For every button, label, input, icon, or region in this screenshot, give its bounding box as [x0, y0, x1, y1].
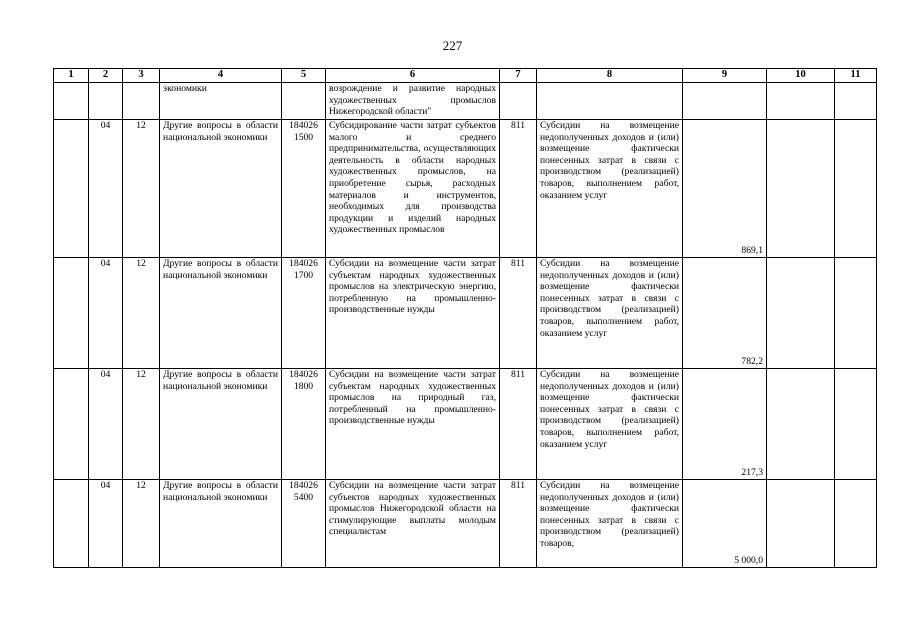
cell-section: [89, 83, 123, 120]
cell: [767, 480, 835, 568]
cell-expense-name: Субсидии на возмещение недополученных доходов и (или) возмещение фактически понесенных затрат в связи с производством (реализацией) товаров, выполнением работ, оказанием услуг: [537, 120, 683, 258]
cell-subsection-name: Другие вопросы в области национальной экономики: [160, 369, 282, 480]
cell-expense-code: 811: [500, 369, 537, 480]
cell-expense-code: 811: [500, 258, 537, 369]
cell-expense-name: Субсидии на возмещение недополученных доходов и (или) возмещение фактически понесенных затрат в связи с производством (реализацией) товаров, выполнением работ, оказанием услуг: [537, 258, 683, 369]
cell-target-name: Субсидии на возмещение части затрат субъектов народных художественных промыслов Нижегородской области на стимулирующие выплаты молодым специалистам: [326, 480, 500, 568]
cell-subsection-name: Другие вопросы в области национальной экономики: [160, 258, 282, 369]
cell-expense-code: [500, 83, 537, 120]
cell-expense-code: 811: [500, 480, 537, 568]
cell-amount: [683, 83, 767, 120]
table-row: [54, 83, 877, 120]
cell-section: 04: [89, 369, 123, 480]
cell: [835, 120, 877, 258]
cell-amount: 782,2: [683, 258, 767, 369]
cell-target-name: Субсидии на возмещение части затрат субъектам народных художественных промыслов на электрическую энергию, потребленную на промышленно-производственные нужды: [326, 258, 500, 369]
column-header: 5: [282, 69, 326, 83]
cell-target-name: Субсидирование части затрат субъектов малого и среднего предпринимательства, осуществляющих деятельность в области народных художественных промыслов, на приобретение сырья, расходных материалов и инструментов, необходимых для производства продукции и изделий народных художественных промыслов: [326, 120, 500, 258]
cell-target-code: 184026 5400: [282, 480, 326, 568]
column-header: 3: [123, 69, 160, 83]
cell-expense-code: 811: [500, 120, 537, 258]
cell-amount: 5 000,0: [683, 480, 767, 568]
header-row: [54, 69, 877, 83]
cell-section: 04: [89, 120, 123, 258]
cell-subsection-name: экономики: [160, 83, 282, 120]
cell-subsection: 12: [123, 480, 160, 568]
cell-subsection: 12: [123, 258, 160, 369]
column-header: 6: [326, 69, 500, 83]
page-number: 227: [442, 38, 463, 53]
column-header: 2: [89, 69, 123, 83]
cell-subsection-name: Другие вопросы в области национальной экономики: [160, 120, 282, 258]
table-row: [54, 369, 877, 480]
cell: [835, 83, 877, 120]
column-header: 11: [835, 69, 877, 83]
cell-expense-name: Субсидии на возмещение недополученных доходов и (или) возмещение фактически понесенных затрат в связи с производством (реализацией) товаров,: [537, 480, 683, 568]
cell: [54, 120, 89, 258]
cell-target-code: 184026 1800: [282, 369, 326, 480]
cell: [767, 120, 835, 258]
cell: [54, 480, 89, 568]
cell-section: 04: [89, 480, 123, 568]
table-row: [54, 120, 877, 258]
cell-expense-name: [537, 83, 683, 120]
column-header: 4: [160, 69, 282, 83]
cell-target-code: 184026 1700: [282, 258, 326, 369]
cell-subsection-name: Другие вопросы в области национальной экономики: [160, 480, 282, 568]
cell-target-code: [282, 83, 326, 120]
cell-section: 04: [89, 258, 123, 369]
cell-amount: 869,1: [683, 120, 767, 258]
table-row: [54, 480, 877, 568]
cell: [54, 369, 89, 480]
cell: [767, 83, 835, 120]
cell: [54, 258, 89, 369]
column-header: 9: [683, 69, 767, 83]
cell-target-code: 184026 1500: [282, 120, 326, 258]
cell-target-name: Субсидии на возмещение части затрат субъектам народных художественных промыслов на природный газ, потребленный на промышленно-производственные нужды: [326, 369, 500, 480]
cell-subsection: [123, 83, 160, 120]
cell: [767, 258, 835, 369]
cell-target-name: возрождение и развитие народных художественных промыслов Нижегородской области": [326, 83, 500, 120]
cell-subsection: 12: [123, 120, 160, 258]
cell-amount: 217,3: [683, 369, 767, 480]
column-header: 8: [537, 69, 683, 83]
cell-subsection: 12: [123, 369, 160, 480]
column-header: 10: [767, 69, 835, 83]
cell: [835, 258, 877, 369]
column-header: 7: [500, 69, 537, 83]
cell: [54, 83, 89, 120]
cell: [835, 369, 877, 480]
cell: [835, 480, 877, 568]
column-header: 1: [54, 69, 89, 83]
cell-expense-name: Субсидии на возмещение недополученных доходов и (или) возмещение фактически понесенных затрат в связи с производством (реализацией) товаров, выполнением работ, оказанием услуг: [537, 369, 683, 480]
table-row: [54, 258, 877, 369]
cell: [767, 369, 835, 480]
budget-table: [53, 68, 877, 568]
